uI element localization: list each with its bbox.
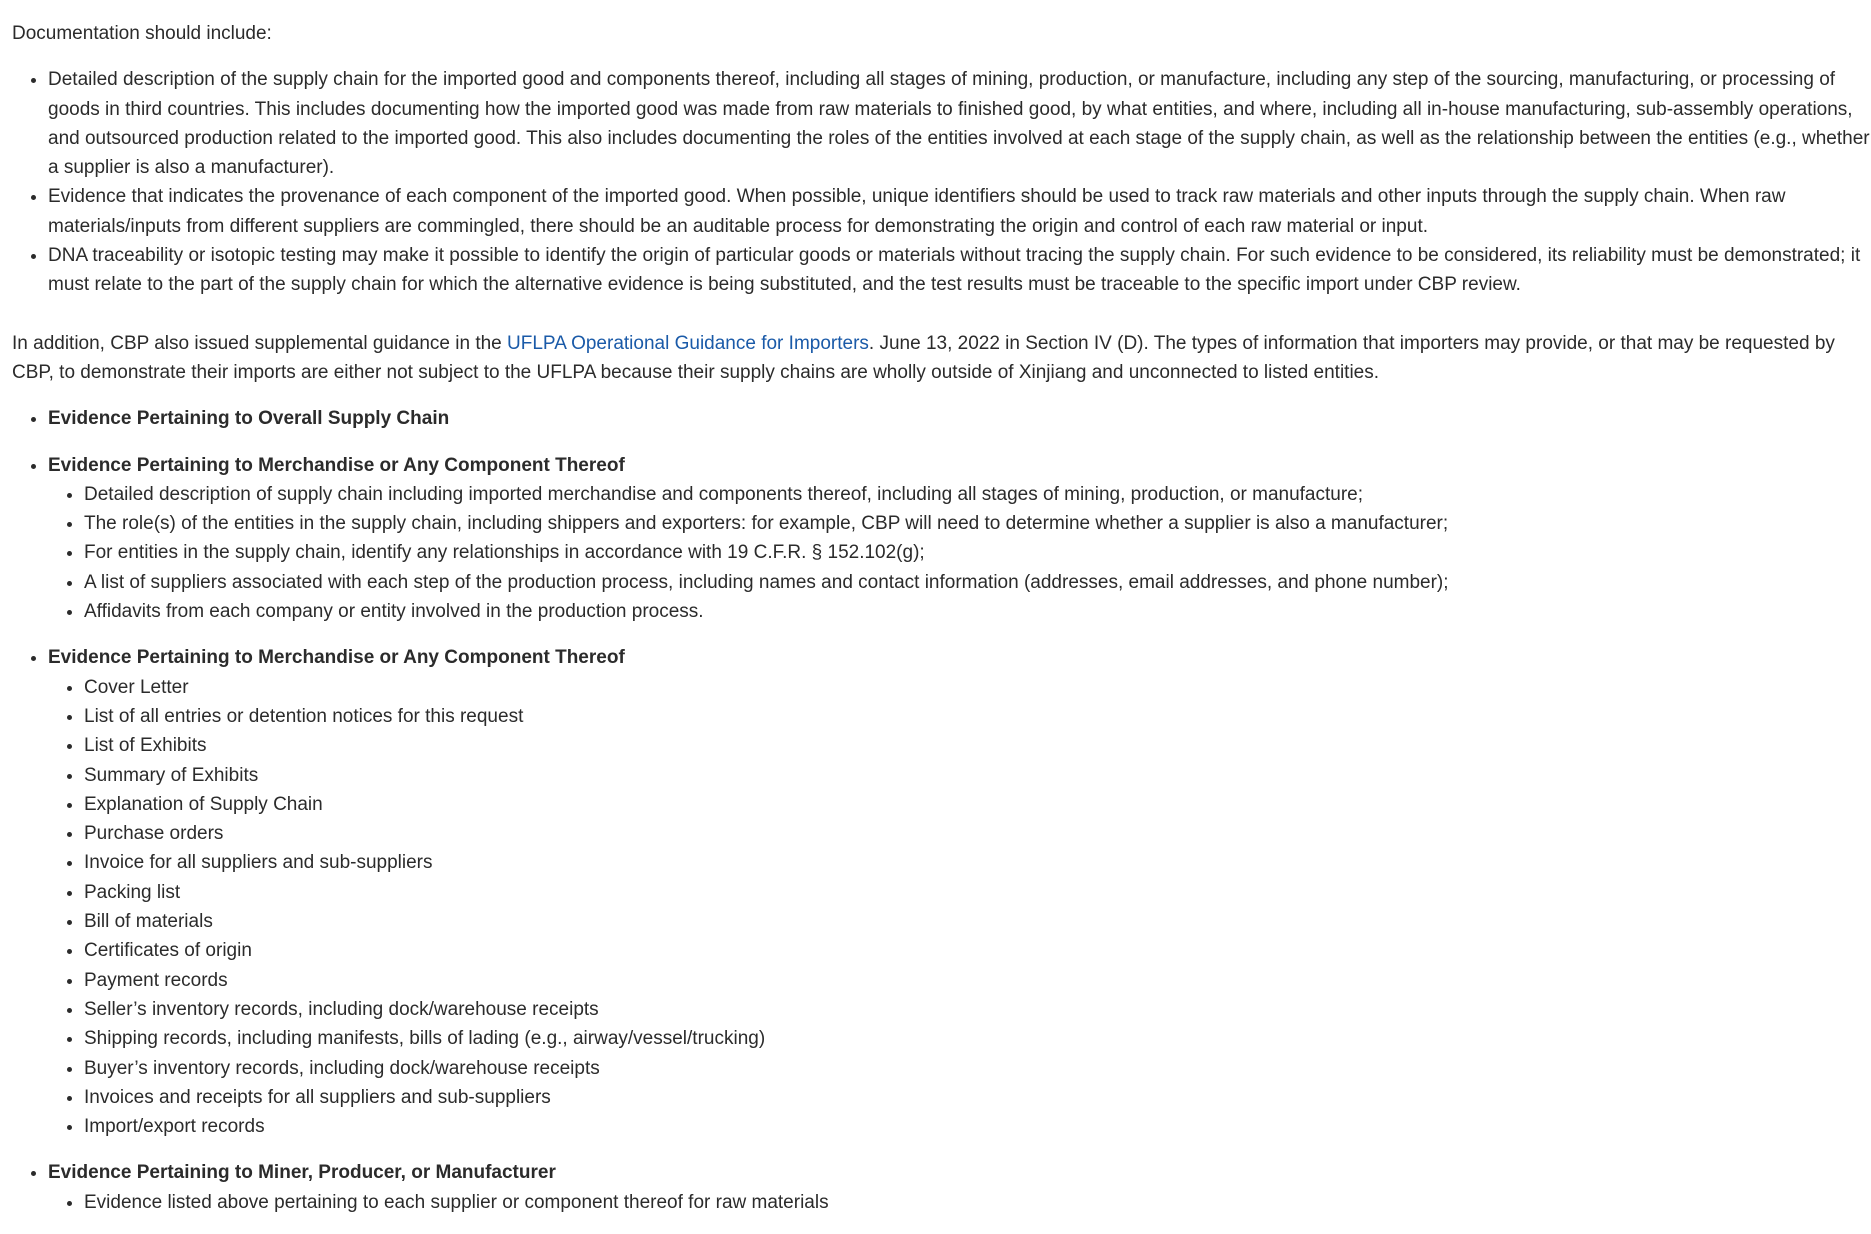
list-item: • DNA traceability or isotopic testing may make it possible to identify the origin of particular goods or materials without tracing the supply chain. For such evidence to be considered, its reliability must be demonstrated; it must relate to the part of the supply chain for which the alternative evidence is being substituted, and the test results must be traceable to the specific import under CBP review.	[48, 241, 1871, 300]
sub-list	[48, 1188, 1871, 1217]
section-title: Evidence Pertaining to Merchandise or Any Component Thereof	[48, 647, 625, 669]
list-item: • Affidavits from each company or entity involved in the production process.	[84, 597, 1871, 626]
list-item: • Detailed description of supply chain including imported merchandise and components thereof, including all stages of mining, production, or manufacture;	[84, 480, 1871, 509]
supplemental-text-after: . June 13, 2022 in Section IV (D). The types of information that importers may provide, or that may be requested by CBP, to demonstrate their imports are either not subject to the UFLPA because their supply chains are wholly outside of Xinjiang and unconnected to listed entities.	[12, 332, 1835, 383]
section-title: Evidence Pertaining to Miner, Producer, or Manufacturer	[48, 1162, 556, 1184]
list-item: • The role(s) of the entities in the supply chain, including shippers and exporters: for example, CBP will need to determine whether a supplier is also a manufacturer;	[84, 509, 1871, 538]
list-item: • For entities in the supply chain, identify any relationships in accordance with 19 C.F.R. § 152.102(g);	[84, 538, 1871, 567]
list-item: • Evidence that indicates the provenance of each component of the imported good. When possible, unique identifiers should be used to track raw materials and other inputs through the supply chain. When raw materials/inputs from different suppliers are commingled, there should be an auditable process for demonstrating the origin and control of each raw material or input.	[48, 182, 1871, 241]
list-item: • Purchase orders	[84, 819, 1871, 848]
list-item: • Buyer’s inventory records, including dock/warehouse receipts	[84, 1054, 1871, 1083]
list-item: • Payment records	[84, 966, 1871, 995]
list-item: • Invoices and receipts for all suppliers and sub-suppliers	[84, 1083, 1871, 1112]
list-item: • Bill of materials	[84, 907, 1871, 936]
list-item: • Shipping records, including manifests, bills of lading (e.g., airway/vessel/trucking)	[84, 1024, 1871, 1053]
list-item: • Cover Letter	[84, 673, 1871, 702]
sub-list	[48, 673, 1871, 1142]
section-merchandise-component	[48, 451, 1871, 627]
list-item: • A list of suppliers associated with each step of the production process, including names and contact information (addresses, email addresses, and phone number);	[84, 568, 1871, 597]
section-merchandise-component-documents	[48, 643, 1871, 1141]
uflpa-guidance-link[interactable]: UFLPA Operational Guidance for Importers	[507, 332, 869, 354]
section-miner-producer-manufacturer	[48, 1158, 1871, 1217]
list-item: • Detailed description of the supply chain for the imported good and components thereof, including all stages of mining, production, or manufacture, including any step of the sourcing, manufacturing, or processing of goods in third countries. This includes documenting how the imported good was made from raw materials to finished good, by what entities, and where, including all in-house manufacturing, sub-assembly operations, and outsourced production related to the imported good. This also includes documenting the roles of the entities involved at each stage of the supply chain, as well as the relationship between the entities (e.g., whether a supplier is also a manufacturer).	[48, 65, 1871, 182]
documentation-list	[12, 65, 1871, 299]
section-title: Evidence Pertaining to Overall Supply Chain	[48, 408, 450, 430]
list-item: • Explanation of Supply Chain	[84, 790, 1871, 819]
evidence-sections	[12, 404, 1871, 1217]
intro-text: Documentation should include:	[12, 23, 272, 44]
section-overall-supply-chain	[48, 404, 1871, 433]
supplemental-text-before: In addition, CBP also issued supplemental guidance in the	[12, 332, 508, 354]
list-item: • Summary of Exhibits	[84, 761, 1871, 790]
supplemental-paragraph	[12, 329, 1871, 388]
sub-list	[48, 480, 1871, 626]
list-item: • Import/export records	[84, 1112, 1871, 1141]
list-item: • Certificates of origin	[84, 936, 1871, 965]
section-title: Evidence Pertaining to Merchandise or Any Component Thereof	[48, 454, 625, 476]
list-item: • Packing list	[84, 878, 1871, 907]
document-content	[12, 19, 1871, 1234]
list-item: • Evidence listed above pertaining to each supplier or component thereof for raw materials	[84, 1188, 1871, 1217]
list-item: • Invoice for all suppliers and sub-suppliers	[84, 848, 1871, 877]
list-item: • List of Exhibits	[84, 731, 1871, 760]
list-item: • Seller’s inventory records, including dock/warehouse receipts	[84, 995, 1871, 1024]
list-item: • List of all entries or detention notices for this request	[84, 702, 1871, 731]
